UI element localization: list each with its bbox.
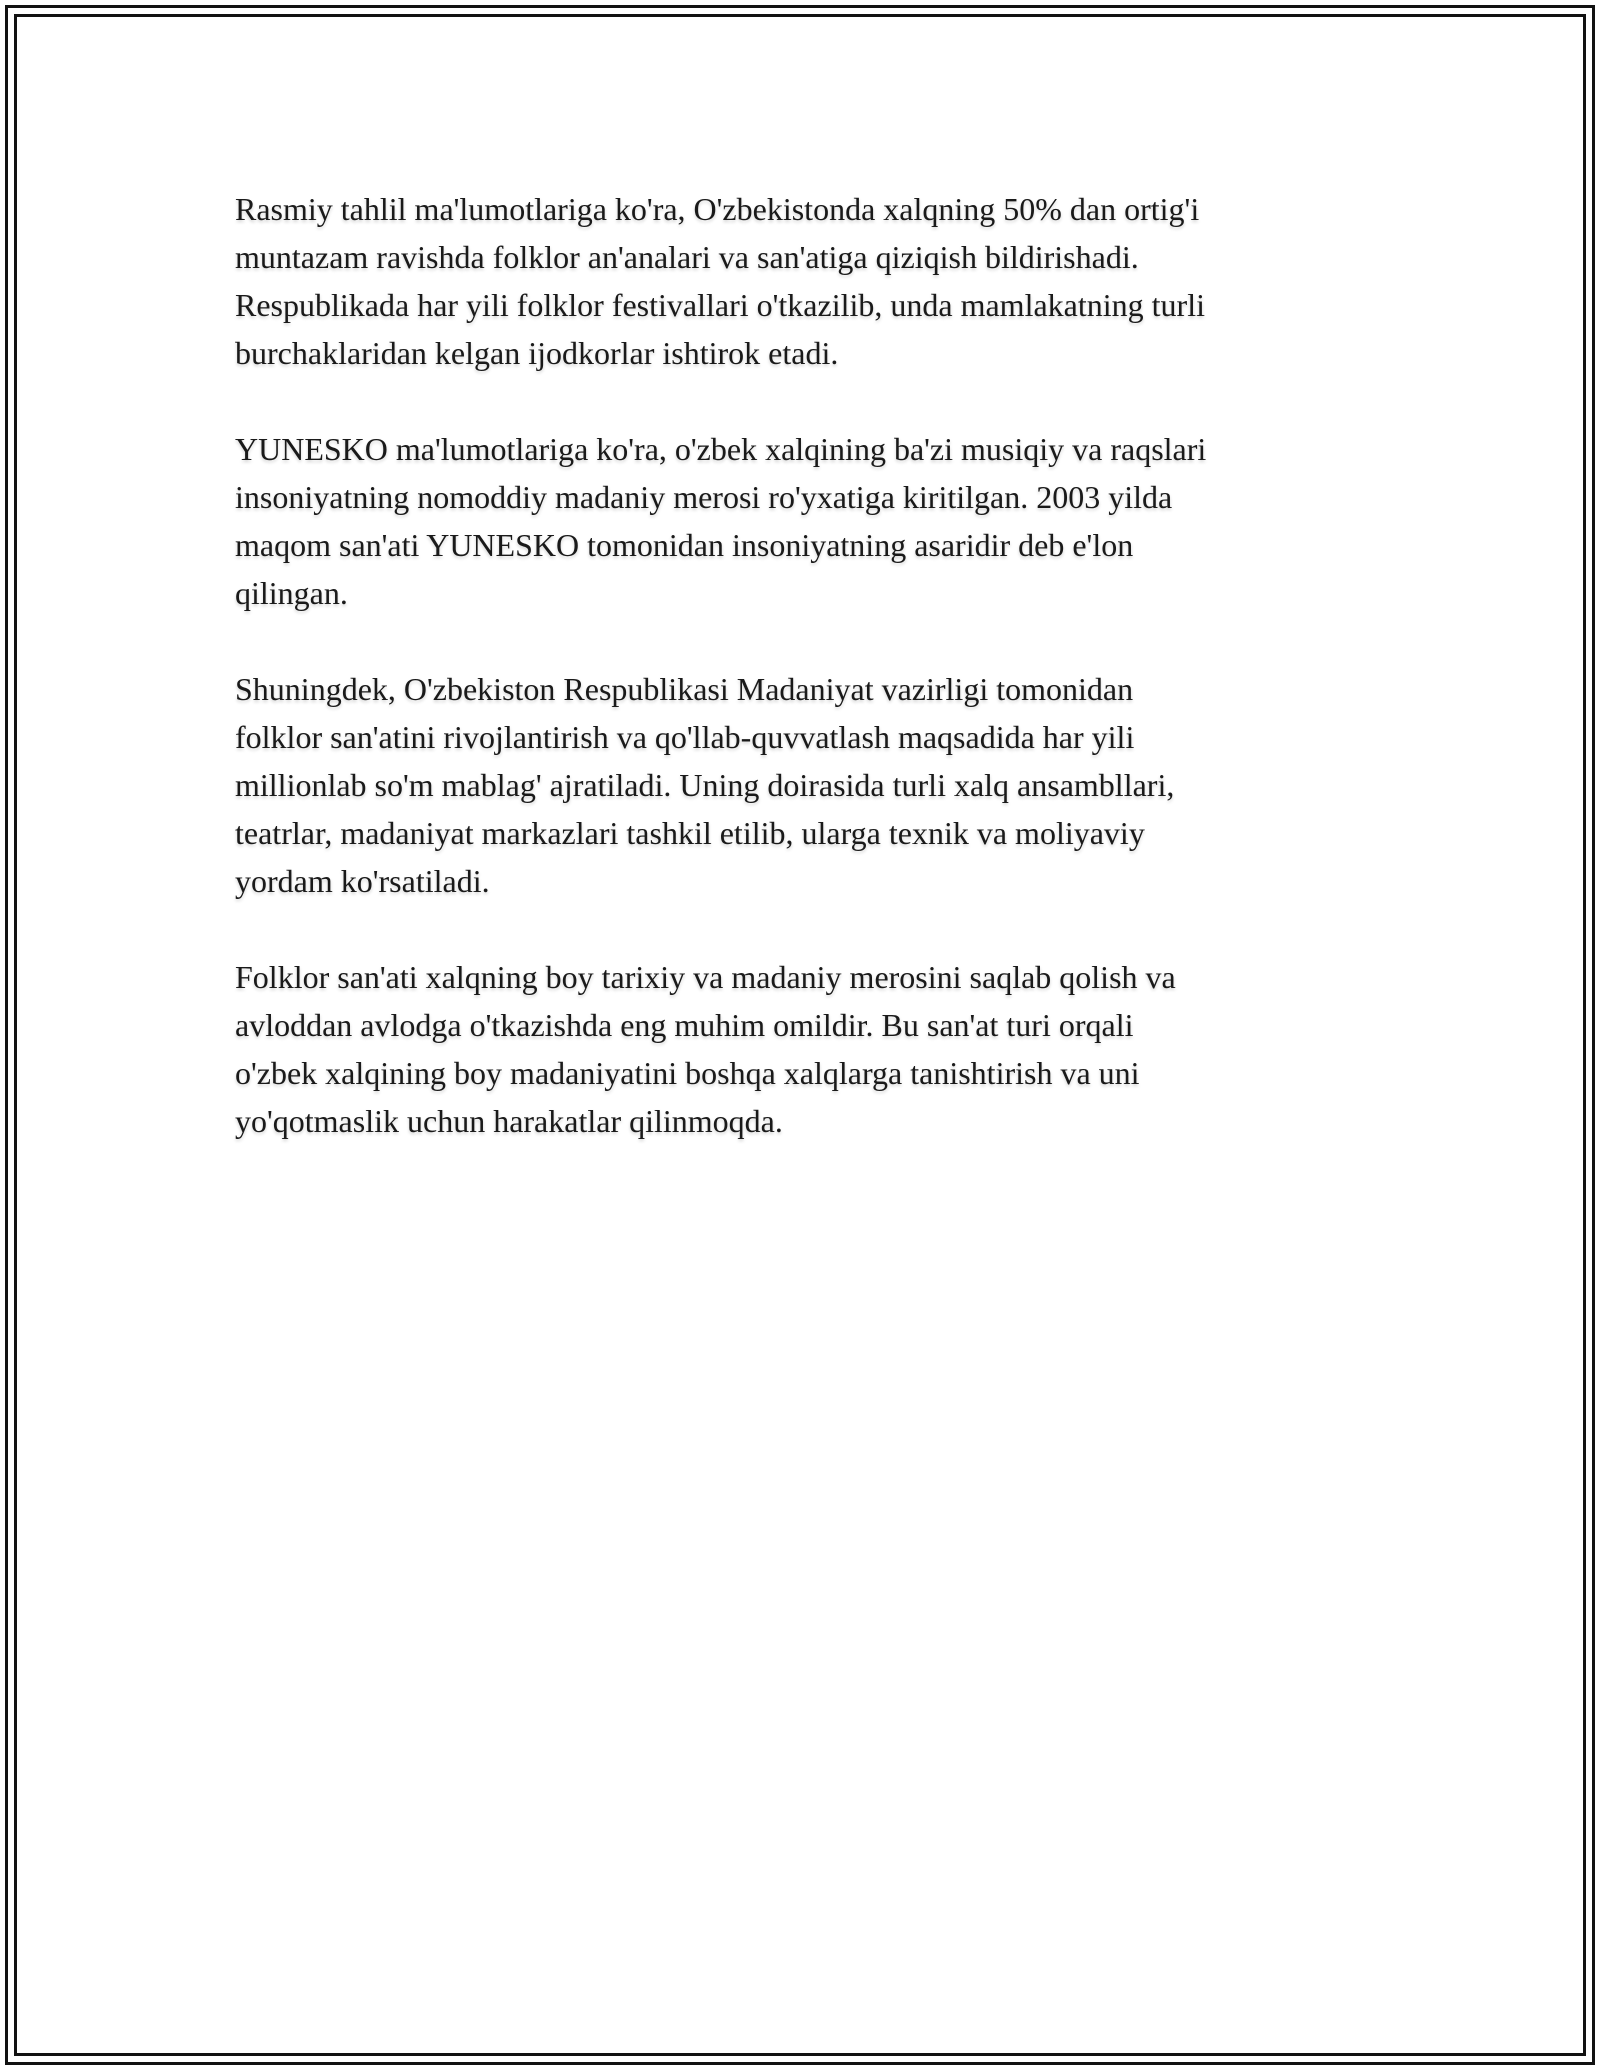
paragraph-line: folklor san'atini rivojlantirish va qo'llab-quvvatlash maqsadida har yili <box>235 719 1135 755</box>
paragraph-2 <box>235 425 1385 617</box>
document-body <box>235 185 1385 1193</box>
paragraph-line: Shuningdek, O'zbekiston Respublikasi Madaniyat vazirligi tomonidan <box>235 671 1134 707</box>
paragraph-line: burchaklaridan kelgan ijodkorlar ishtirok etadi. <box>235 335 839 371</box>
paragraph-line: Rasmiy tahlil ma'lumotlariga ko'ra, O'zbekistonda xalqning 50% dan ortig'i <box>235 191 1200 227</box>
paragraph-line: yordam ko'rsatiladi. <box>235 863 490 899</box>
paragraph-line: millionlab so'm mablag' ajratiladi. Uning doirasida turli xalq ansambllari, <box>235 767 1175 803</box>
paragraph-line: yo'qotmaslik uchun harakatlar qilinmoqda. <box>235 1103 783 1139</box>
paragraph-line: insoniyatning nomoddiy madaniy merosi ro'yxatiga kiritilgan. 2003 yilda <box>235 479 1173 515</box>
paragraph-line: muntazam ravishda folklor an'analari va san'atiga qiziqish bildirishadi. <box>235 239 1139 275</box>
paragraph-1 <box>235 185 1385 377</box>
paragraph-line: o'zbek xalqining boy madaniyatini boshqa xalqlarga tanishtirish va uni <box>235 1055 1140 1091</box>
paragraph-4 <box>235 953 1385 1145</box>
paragraph-line: maqom san'ati YUNESKO tomonidan insoniyatning asaridir deb e'lon <box>235 527 1134 563</box>
paragraph-line: Folklor san'ati xalqning boy tarixiy va madaniy merosini saqlab qolish va <box>235 959 1176 995</box>
paragraph-line: Respublikada har yili folklor festivallari o'tkazilib, unda mamlakatning turli <box>235 287 1205 323</box>
paragraph-3 <box>235 665 1385 905</box>
paragraph-line: YUNESKO ma'lumotlariga ko'ra, o'zbek xalqining ba'zi musiqiy va raqslari <box>235 431 1207 467</box>
paragraph-line: teatrlar, madaniyat markazlari tashkil etilib, ularga texnik va moliyaviy <box>235 815 1145 851</box>
paragraph-line: avloddan avlodga o'tkazishda eng muhim omildir. Bu san'at turi orqali <box>235 1007 1134 1043</box>
paragraph-line: qilingan. <box>235 575 348 611</box>
